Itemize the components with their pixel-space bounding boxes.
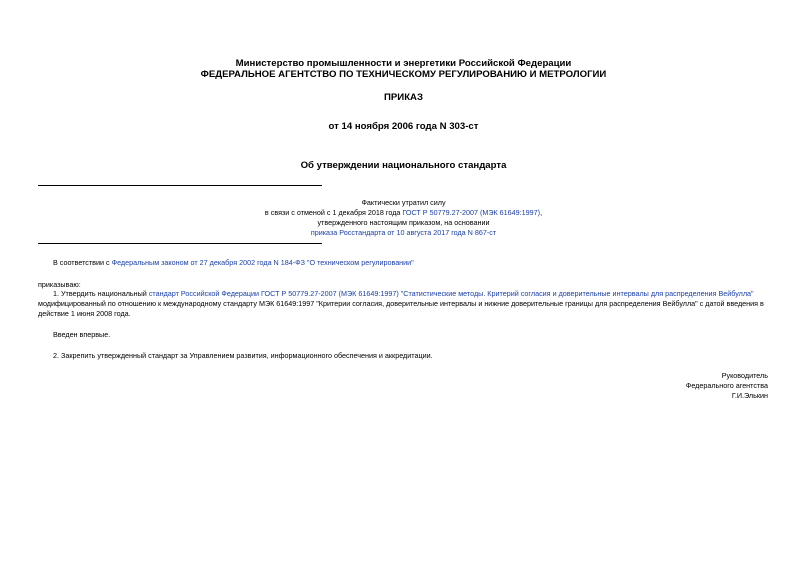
divider-top xyxy=(38,185,322,186)
federal-law-link[interactable]: Федеральным законом от 27 декабря 2002 года N 184-ФЗ "О техническом регулировании" xyxy=(111,258,414,267)
document-subject: Об утверждении национального стандарта xyxy=(300,160,507,171)
item1-line2: модифицированный по отношению к международному стандарту МЭК 61649:1997 "Критерии согласия, доверительные интервалы и нижние доверительные границы для распределения Вейбулла" с датой введения в xyxy=(38,299,764,308)
status-note-line3: утвержденного настоящим приказом, на основании xyxy=(317,218,490,227)
rosstandart-order-link[interactable]: приказа Росстандарта от 10 августа 2017 года N 867-ст xyxy=(310,228,497,237)
intro-text: В соответствии с xyxy=(53,258,112,267)
document-type: ПРИКАЗ xyxy=(384,92,423,103)
divider-bottom xyxy=(38,243,322,244)
status-note-text: в связи с отменой с 1 декабря 2018 года xyxy=(264,208,403,217)
document-date-number: от 14 ноября 2006 года N 303-ст xyxy=(328,121,479,132)
item1-line1 xyxy=(53,289,773,299)
signature-name: Г.И.Элькин xyxy=(731,391,768,400)
agency-name: ФЕДЕРАЛЬНОЕ АГЕНТСТВО ПО ТЕХНИЧЕСКОМУ РЕГУЛИРОВАНИЮ И МЕТРОЛОГИИ xyxy=(200,69,607,80)
item1-text: 1. Утвердить национальный xyxy=(53,289,149,298)
status-note-line2 xyxy=(0,208,807,218)
first-introduced-note: Введен впервые. xyxy=(53,330,111,339)
ministry-name: Министерство промышленности и энергетики Российской Федерации xyxy=(235,58,572,69)
status-note-comma: , xyxy=(540,208,543,217)
item1-line3: действие 1 июня 2008 года. xyxy=(38,309,131,318)
item2-paragraph: 2. Закрепить утвержденный стандарт за Управлением развития, информационного обеспечения и аккредитации. xyxy=(53,351,433,360)
signature-agency: Федерального агентства xyxy=(685,381,768,390)
status-note-line1: Фактически утратил силу xyxy=(361,198,446,207)
intro-paragraph xyxy=(53,258,773,268)
standard-link[interactable]: стандарт Российской Федерации ГОСТ Р 50779.27-2007 (МЭК 61649:1997) "Статистические методы. Критерий согласия и доверительные интервалы для распределения Вейбулла" xyxy=(148,289,754,298)
gost-link[interactable]: ГОСТ Р 50779.27-2007 (МЭК 61649:1997) xyxy=(402,208,541,217)
signature-title: Руководитель xyxy=(721,371,768,380)
order-word: приказываю: xyxy=(38,280,81,289)
